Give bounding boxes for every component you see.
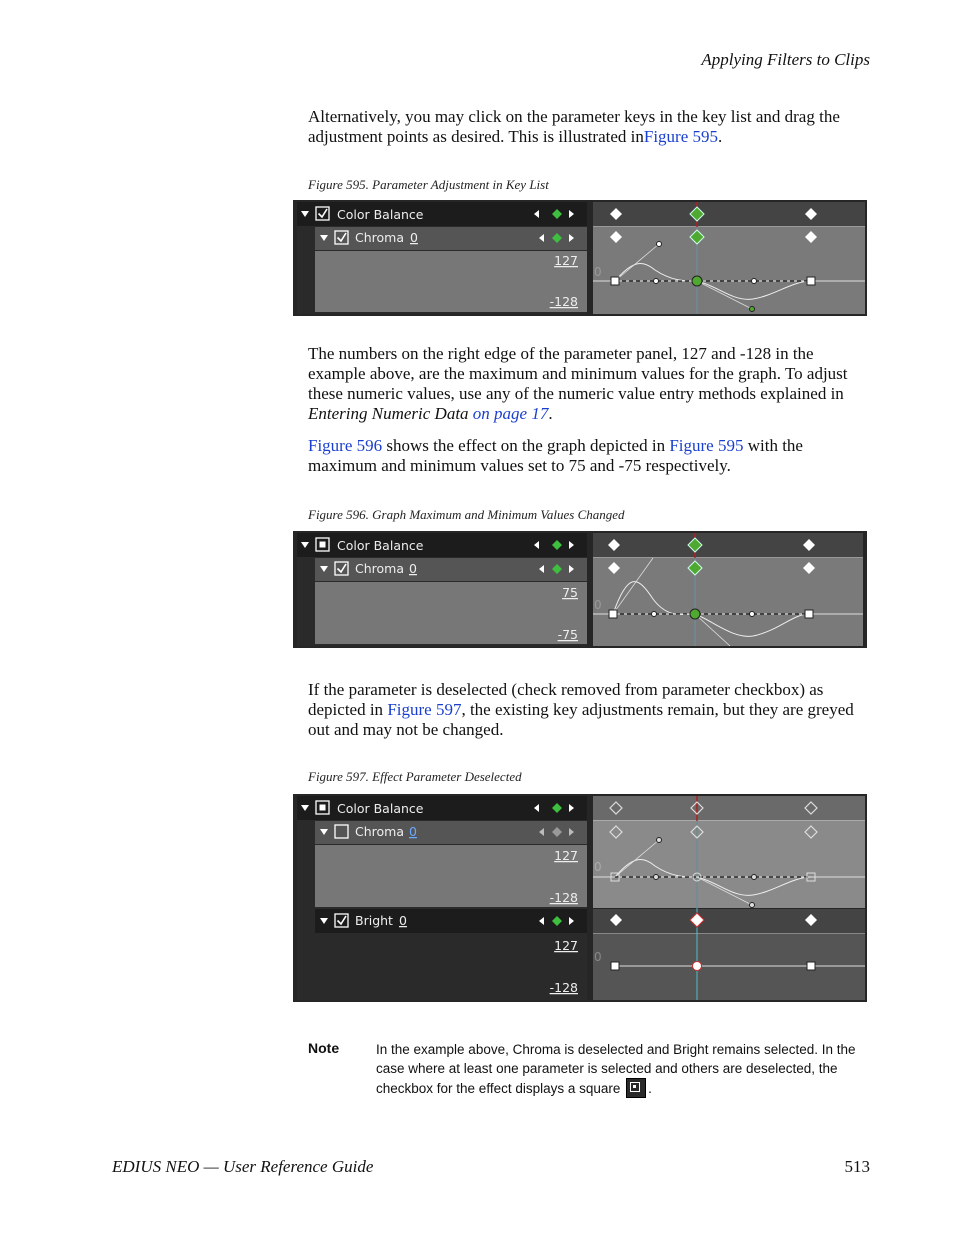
param-value[interactable]: 0 bbox=[410, 230, 418, 245]
partial-checkbox-square-icon bbox=[626, 1078, 646, 1098]
max-value[interactable]: 75 bbox=[562, 585, 578, 600]
footer-title: EDIUS NEO — User Reference Guide bbox=[112, 1157, 374, 1176]
param-range-panel bbox=[315, 934, 587, 998]
key-graph[interactable] bbox=[593, 558, 863, 646]
zero-label: 0 bbox=[594, 265, 602, 279]
param-name: Bright bbox=[355, 913, 393, 928]
graph-point[interactable] bbox=[807, 277, 815, 285]
max-value[interactable]: 127 bbox=[554, 848, 578, 863]
paragraph-1 bbox=[308, 107, 870, 159]
para1-text: Alternatively, you may click on the parameter keys in the key list and drag the adjustment points as desired. This is illustrated in bbox=[308, 107, 840, 146]
running-header: Applying Filters to Clips bbox=[701, 50, 870, 69]
graph-point[interactable] bbox=[692, 276, 702, 286]
min-value[interactable]: -128 bbox=[549, 980, 578, 995]
min-value[interactable]: -128 bbox=[549, 890, 578, 905]
figure-595-link[interactable]: Figure 595 bbox=[669, 436, 744, 455]
figure-596 bbox=[293, 531, 867, 648]
figure-597-caption: Figure 597. Effect Parameter Deselected bbox=[308, 769, 522, 784]
page-17-link[interactable]: on page 17 bbox=[472, 404, 549, 423]
param-name: Chroma bbox=[355, 824, 404, 839]
note-label: Note bbox=[308, 1040, 340, 1056]
effect-name: Color Balance bbox=[337, 801, 424, 816]
paragraph-4 bbox=[308, 680, 870, 752]
key-graph[interactable] bbox=[593, 821, 865, 908]
min-value[interactable]: -75 bbox=[557, 627, 578, 642]
param-range-panel bbox=[315, 582, 587, 644]
max-value[interactable]: 127 bbox=[554, 938, 578, 953]
zero-label: 0 bbox=[594, 860, 602, 874]
graph-point[interactable] bbox=[611, 277, 619, 285]
param-value[interactable]: 0 bbox=[409, 824, 417, 839]
para2-text: The numbers on the right edge of the parameter panel, 127 and -128 in the example above, are the maximum and minimum values for the graph. To adjust these numeric values, use any of the numeric value entry methods explained in bbox=[308, 344, 848, 403]
note-text: In the example above, Chroma is deselected and Bright remains selected. In the case where at least one parameter is selected and others are deselected, the checkbox for the effect displays a square bbox=[376, 1042, 856, 1096]
param-value[interactable]: 0 bbox=[409, 561, 417, 576]
zero-label: 0 bbox=[594, 598, 602, 612]
bezier-handle[interactable] bbox=[657, 242, 662, 247]
cross-reference: Entering Numeric Data bbox=[308, 404, 469, 423]
graph-point[interactable] bbox=[609, 610, 617, 618]
bezier-handle[interactable] bbox=[750, 307, 755, 312]
figure-595-caption: Figure 595. Parameter Adjustment in Key List bbox=[308, 177, 549, 192]
figure-596-caption: Figure 596. Graph Maximum and Minimum Values Changed bbox=[308, 507, 625, 522]
para3-text-a: shows the effect on the graph depicted in bbox=[382, 436, 670, 455]
para1-end: . bbox=[718, 127, 723, 146]
key-graph[interactable] bbox=[593, 934, 865, 1000]
param-range-panel bbox=[315, 845, 587, 907]
para3-text-b: with the maximum and minimum values set to 75 and -75 respectively. bbox=[308, 436, 803, 475]
figure-597-link[interactable]: Figure 597 bbox=[387, 700, 462, 719]
para4-text-a: If the parameter is deselected (check removed from parameter checkbox) as depicted in bbox=[308, 680, 824, 719]
param-value[interactable]: 0 bbox=[399, 913, 407, 928]
note-body bbox=[376, 1040, 856, 1098]
effect-name: Color Balance bbox=[337, 207, 424, 222]
figure-597 bbox=[293, 794, 867, 1002]
graph-point[interactable] bbox=[807, 962, 815, 970]
paragraph-2 bbox=[308, 344, 870, 488]
graph-point[interactable] bbox=[690, 609, 700, 619]
figure-596-link[interactable]: Figure 596 bbox=[308, 436, 383, 455]
figure-595 bbox=[293, 200, 867, 316]
param-name: Chroma bbox=[355, 230, 404, 245]
para4-text-b: , the existing key adjustments remain, but they are greyed out and may not be changed. bbox=[308, 700, 854, 739]
param-name: Chroma bbox=[355, 561, 404, 576]
figure-595-link[interactable]: Figure 595 bbox=[643, 127, 719, 146]
key-graph[interactable] bbox=[593, 227, 865, 314]
effect-name: Color Balance bbox=[337, 538, 424, 553]
min-value[interactable]: -128 bbox=[549, 294, 578, 309]
param-range-panel bbox=[315, 251, 587, 312]
max-value[interactable]: 127 bbox=[554, 253, 578, 268]
partial-select-square-icon bbox=[320, 542, 326, 548]
note-end: . bbox=[648, 1081, 652, 1096]
graph-point[interactable] bbox=[805, 610, 813, 618]
partial-select-square-icon bbox=[320, 805, 326, 811]
graph-point[interactable] bbox=[611, 962, 619, 970]
para2-end: . bbox=[548, 404, 553, 423]
graph-point[interactable] bbox=[693, 962, 702, 971]
zero-label: 0 bbox=[594, 950, 602, 964]
page-number: 513 bbox=[844, 1157, 870, 1176]
